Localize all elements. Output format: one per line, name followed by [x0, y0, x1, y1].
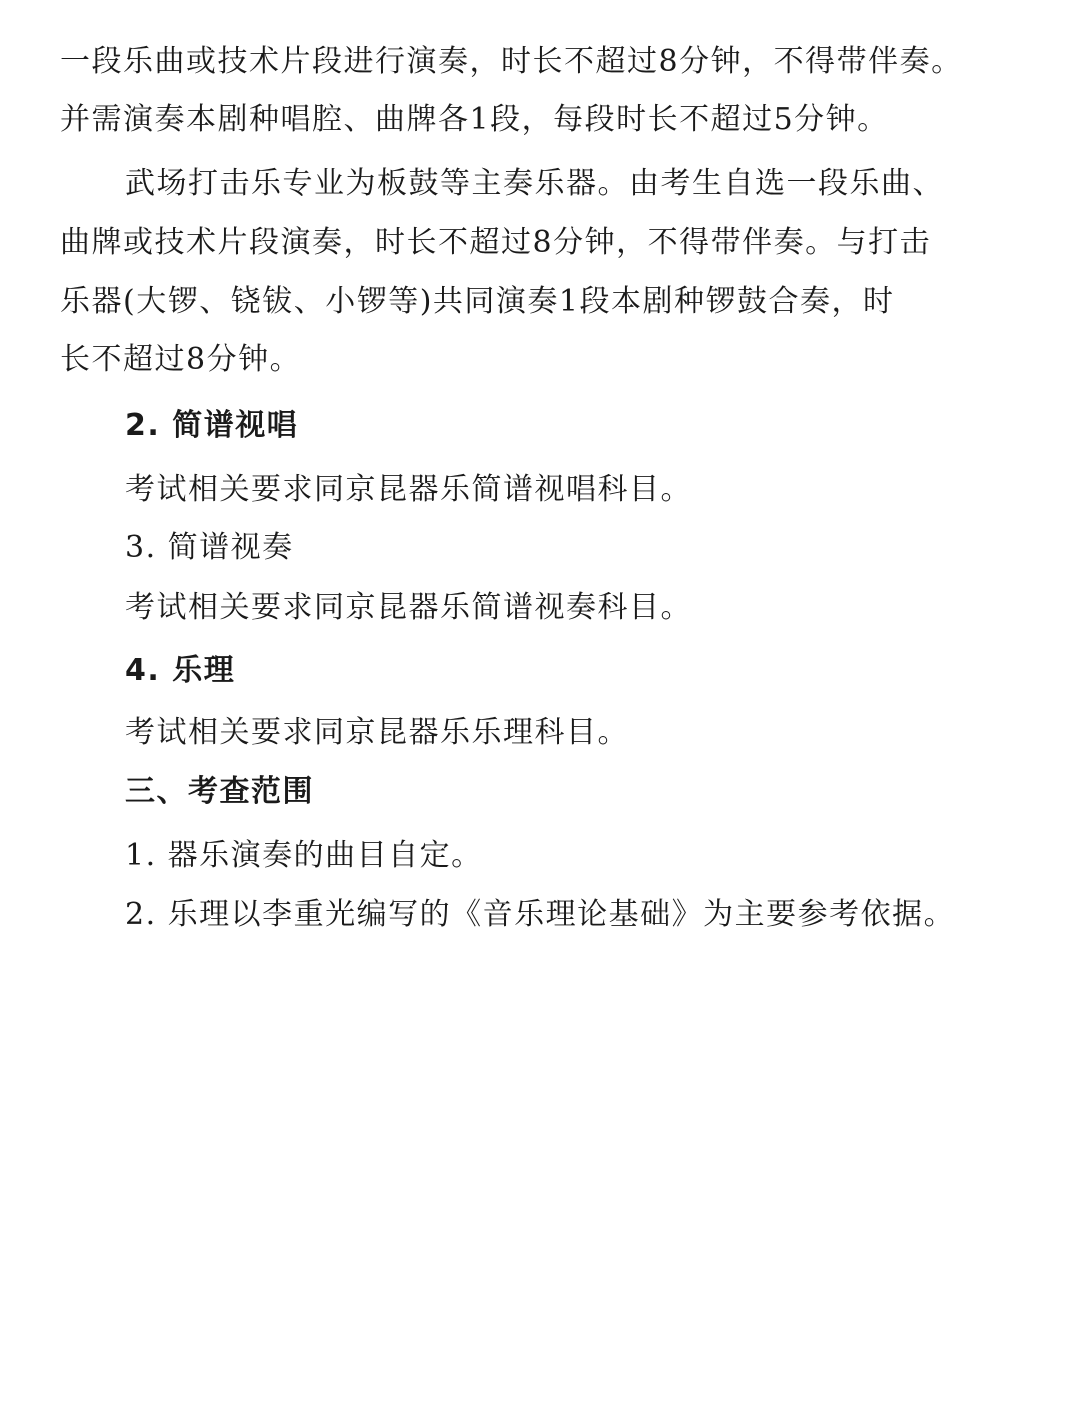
list-item: 2. 乐理以李重光编写的《音乐理论基础》为主要参考依据。 — [125, 897, 956, 932]
paragraph-line: 并需演奏本剧种唱腔、曲牌各1段，每段时长不超过5分钟。 — [60, 102, 889, 137]
section-heading-music-theory: 4. 乐理 — [125, 653, 236, 688]
paragraph-line: 曲牌或技术片段演奏，时长不超过8分钟，不得带伴奏。与打击 — [60, 225, 932, 260]
section-heading-sight-singing: 2. 简谱视唱 — [125, 408, 299, 443]
paragraph-line: 乐器(大锣、铙钹、小锣等)共同演奏1段本剧种锣鼓合奏，时 — [60, 284, 895, 319]
part-heading-scope: 三、考查范围 — [125, 774, 314, 809]
list-item: 1. 器乐演奏的曲目自定。 — [125, 838, 483, 873]
section-text-sight-singing: 考试相关要求同京昆器乐简谱视唱科目。 — [125, 472, 692, 507]
section-text-music-theory: 考试相关要求同京昆器乐乐理科目。 — [125, 715, 629, 750]
paragraph-line: 长不超过8分钟。 — [60, 342, 302, 377]
section-text-sight-playing: 考试相关要求同京昆器乐简谱视奏科目。 — [125, 590, 692, 625]
paragraph-line: 武场打击乐专业为板鼓等主奏乐器。由考生自选一段乐曲、 — [125, 166, 944, 201]
paragraph-line: 一段乐曲或技术片段进行演奏，时长不超过8分钟，不得带伴奏。 — [60, 44, 963, 79]
section-heading-sight-playing: 3. 简谱视奏 — [125, 530, 294, 565]
